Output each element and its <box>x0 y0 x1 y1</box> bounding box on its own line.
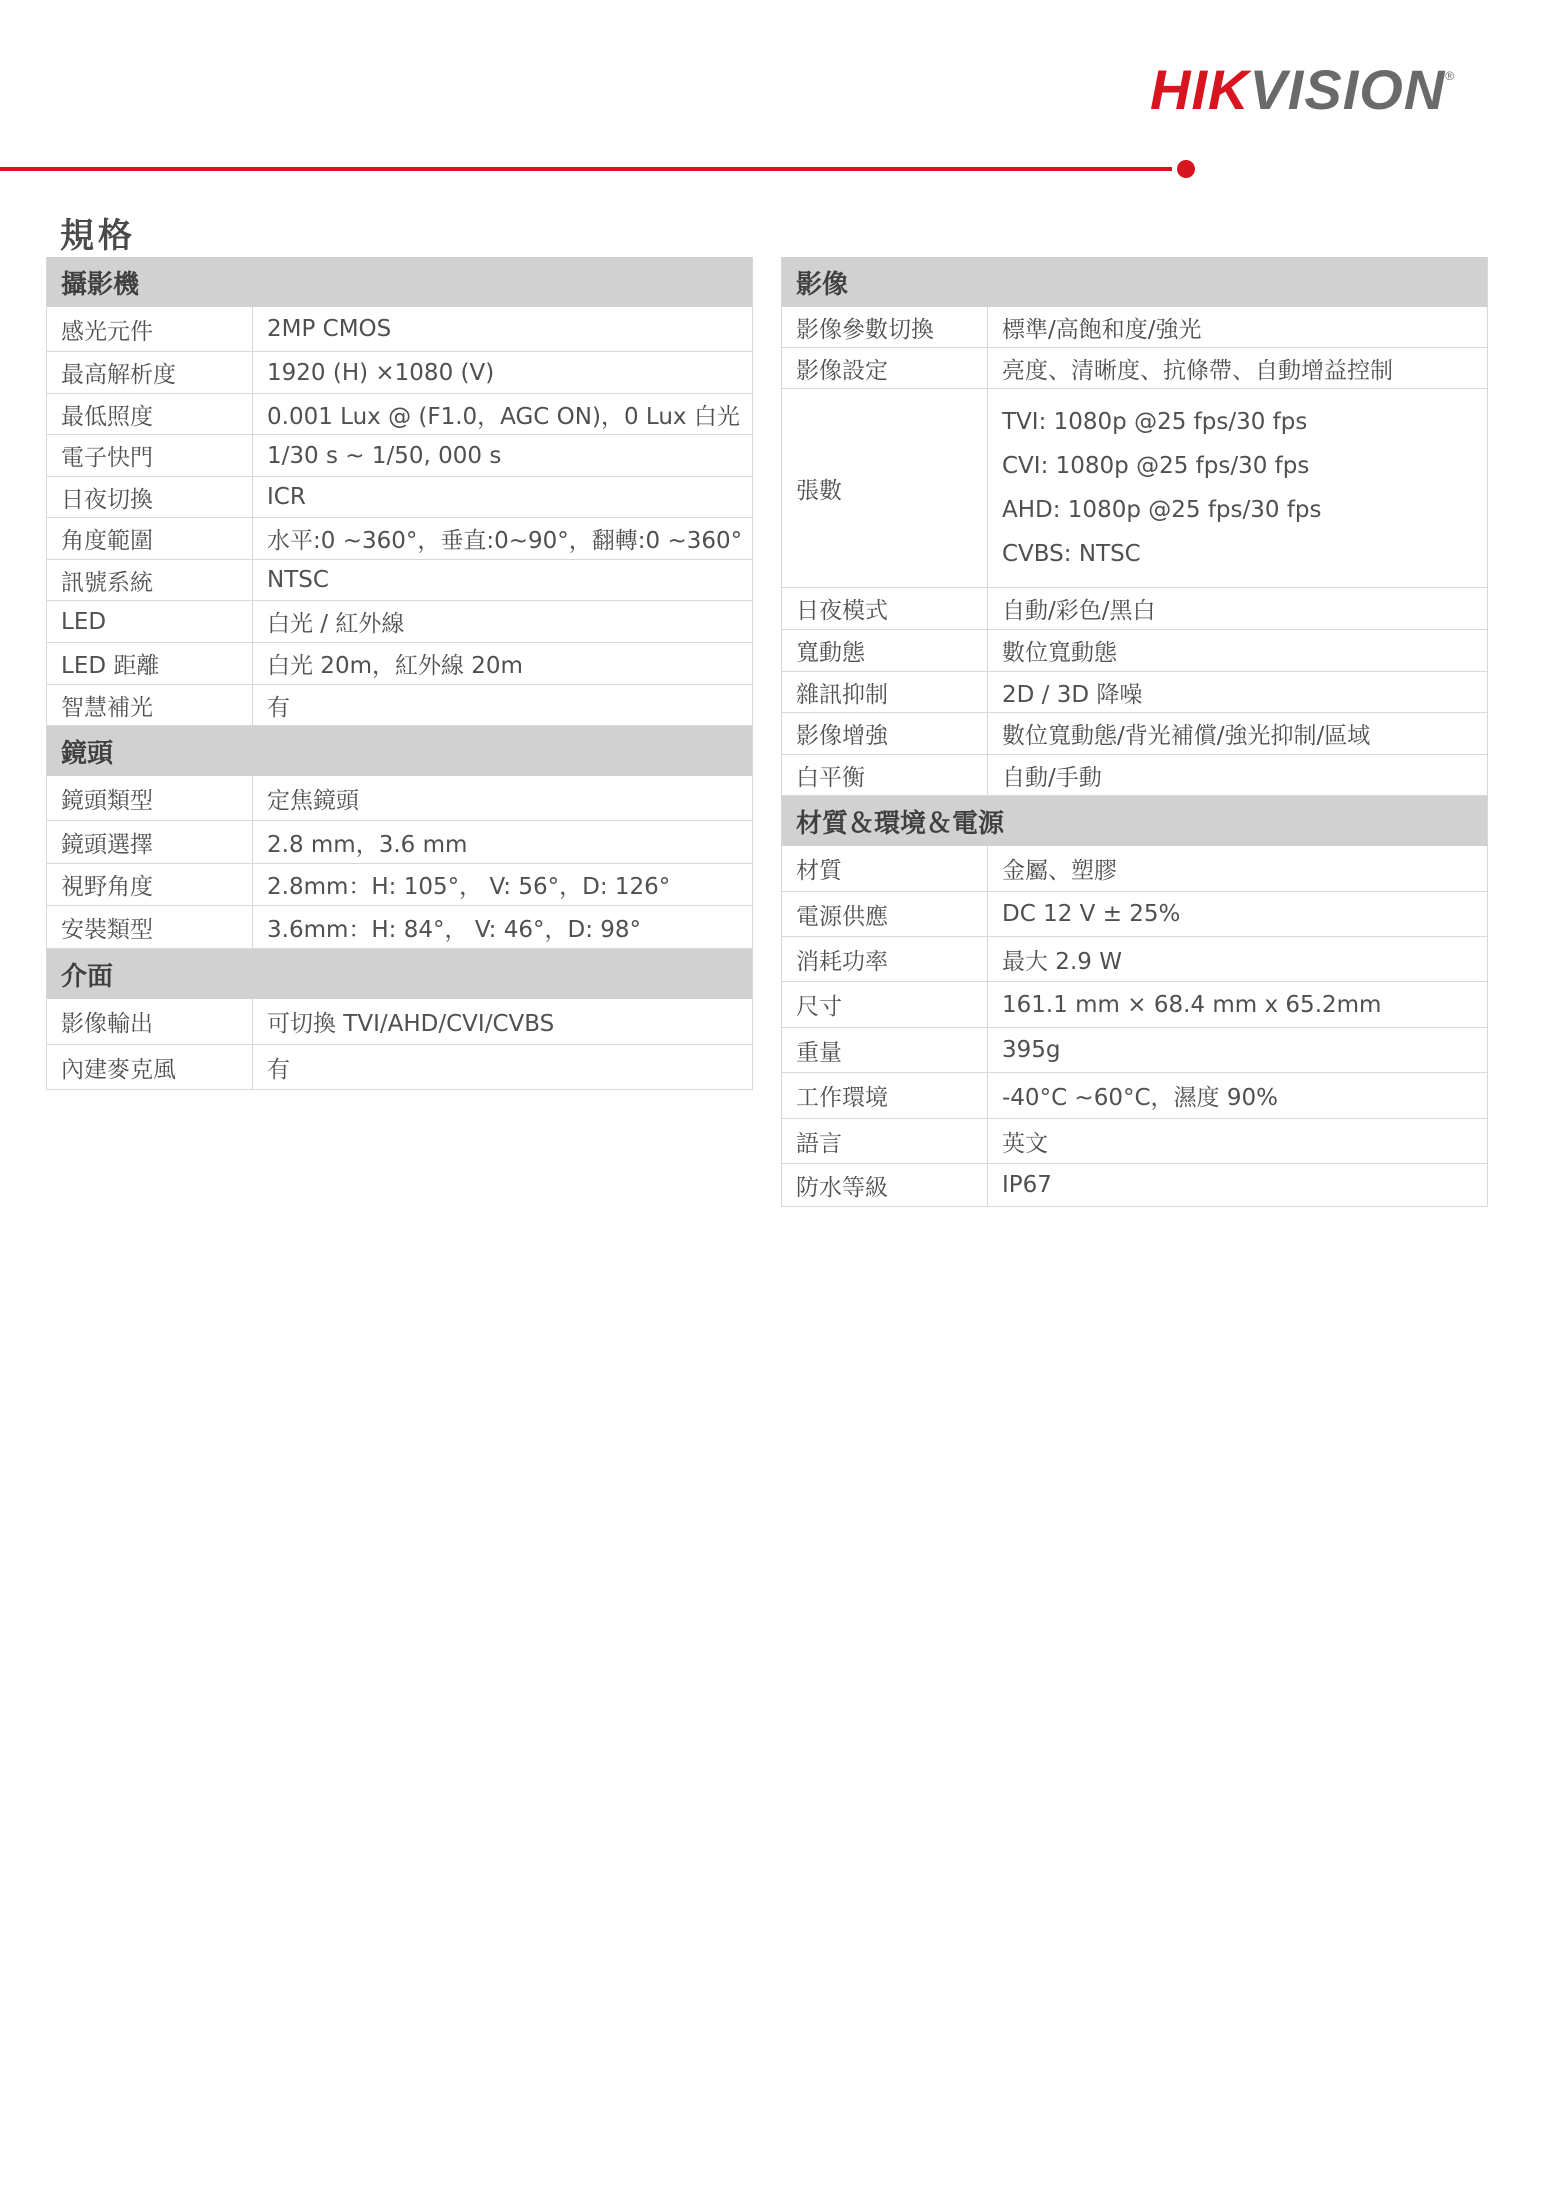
spec-label: 角度範圍 <box>47 518 253 559</box>
spec-label: 內建麥克風 <box>47 1045 253 1089</box>
spec-label: 鏡頭選擇 <box>47 821 253 863</box>
spec-row <box>47 999 752 1045</box>
spec-row <box>782 1164 1487 1207</box>
spec-value-line: TVI: 1080p @25 fps/30 fps <box>1002 409 1308 435</box>
spec-row <box>47 906 752 949</box>
spec-label: 重量 <box>782 1028 988 1072</box>
registered-mark: ® <box>1445 69 1456 83</box>
spec-row <box>782 389 1487 588</box>
spec-value: 可切換 TVI/AHD/CVI/CVBS <box>267 1011 555 1037</box>
spec-value: 395g <box>1002 1037 1061 1063</box>
spec-value: 白光 20m，紅外線 20m <box>267 653 523 679</box>
section-header: 材質＆環境＆電源 <box>782 796 1487 846</box>
spec-label: 尺寸 <box>782 982 988 1027</box>
spec-row <box>47 821 752 864</box>
spec-label: 日夜切換 <box>47 477 253 517</box>
spec-label: LED <box>47 601 253 642</box>
section-header: 鏡頭 <box>47 726 752 776</box>
spec-row <box>47 643 752 685</box>
spec-column-right <box>781 257 1488 1207</box>
spec-row <box>47 518 752 560</box>
spec-label: 張數 <box>782 389 988 587</box>
section-header: 影像 <box>782 257 1487 307</box>
spec-row <box>47 394 752 435</box>
spec-row <box>47 601 752 643</box>
spec-value: DC 12 V ± 25% <box>1002 901 1181 927</box>
section-header: 攝影機 <box>47 257 752 307</box>
spec-label: 白平衡 <box>782 755 988 795</box>
spec-label: LED 距離 <box>47 643 253 684</box>
spec-value <box>988 389 1487 587</box>
page-title: 規格 <box>60 216 136 256</box>
spec-row <box>782 982 1487 1028</box>
spec-row <box>47 864 752 906</box>
spec-value-line: CVI: 1080p @25 fps/30 fps <box>1002 453 1310 479</box>
spec-label: 電源供應 <box>782 892 988 936</box>
logo-hik-text: HIK <box>1150 58 1250 121</box>
spec-row <box>47 776 752 821</box>
spec-row <box>47 560 752 601</box>
spec-value: 亮度、清晰度、抗條帶、自動增益控制 <box>1002 357 1393 384</box>
spec-row <box>782 672 1487 713</box>
spec-label: 鏡頭類型 <box>47 776 253 820</box>
spec-row <box>782 1073 1487 1119</box>
spec-value: 數位寬動態 <box>1002 640 1117 666</box>
spec-value: 1920 (H) ×1080 (V) <box>267 359 495 386</box>
spec-row <box>782 937 1487 982</box>
spec-row <box>47 1045 752 1090</box>
spec-label: 視野角度 <box>47 864 253 905</box>
spec-value: 有 <box>267 694 290 721</box>
spec-row <box>47 685 752 726</box>
spec-value: 2.8 mm，3.6 mm <box>267 831 468 858</box>
spec-label: 日夜模式 <box>782 588 988 629</box>
spec-label: 訊號系統 <box>47 560 253 600</box>
spec-value: IP67 <box>1002 1172 1052 1198</box>
spec-value: 數位寬動態/背光補償/強光抑制/區域 <box>1002 723 1371 749</box>
hikvision-logo <box>1150 58 1456 121</box>
spec-row <box>782 307 1487 348</box>
spec-row <box>782 846 1487 892</box>
spec-value: 水平:0 ~360°，垂直:0~90°，翻轉:0 ~360° <box>267 528 743 554</box>
spec-label: 工作環境 <box>782 1073 988 1118</box>
spec-label: 消耗功率 <box>782 937 988 981</box>
spec-row <box>782 713 1487 755</box>
spec-label: 最低照度 <box>47 394 253 434</box>
spec-label: 安裝類型 <box>47 906 253 948</box>
spec-label: 防水等級 <box>782 1164 988 1206</box>
spec-value: 0.001 Lux @ (F1.0，AGC ON)，0 Lux 白光 <box>267 403 740 430</box>
spec-value: 自動/彩色/黑白 <box>1002 598 1156 624</box>
spec-label: 語言 <box>782 1119 988 1163</box>
spec-value: 2.8mm：H: 105°， V: 56°，D: 126° <box>267 874 671 900</box>
spec-label: 智慧補光 <box>47 685 253 725</box>
spec-label: 材質 <box>782 846 988 891</box>
spec-value: -40°C ~60°C，濕度 90% <box>1002 1085 1278 1111</box>
spec-label: 感光元件 <box>47 307 253 351</box>
spec-row <box>782 755 1487 796</box>
red-divider-dot <box>1177 160 1195 178</box>
spec-row <box>782 348 1487 389</box>
spec-value: 金屬、塑膠 <box>1002 858 1117 884</box>
spec-value: 標準/高飽和度/強光 <box>1002 316 1202 343</box>
spec-row <box>782 588 1487 630</box>
spec-value: ICR <box>267 484 306 510</box>
spec-column-left <box>46 257 753 1090</box>
spec-value: 2D / 3D 降噪 <box>1002 681 1143 708</box>
spec-value: 有 <box>267 1056 290 1083</box>
spec-value: 定焦鏡頭 <box>267 787 359 814</box>
spec-value: 2MP CMOS <box>267 316 392 342</box>
spec-row <box>782 1119 1487 1164</box>
spec-value: 3.6mm：H: 84°， V: 46°，D: 98° <box>267 916 642 943</box>
spec-row <box>782 892 1487 937</box>
spec-row <box>47 477 752 518</box>
spec-value: 最大 2.9 W <box>1002 948 1122 975</box>
spec-label: 最高解析度 <box>47 352 253 393</box>
spec-value: 自動/手動 <box>1002 764 1102 791</box>
spec-value-line: AHD: 1080p @25 fps/30 fps <box>1002 497 1322 523</box>
spec-row <box>782 1028 1487 1073</box>
section-header: 介面 <box>47 949 752 999</box>
spec-label: 影像輸出 <box>47 999 253 1044</box>
spec-label: 電子快門 <box>47 435 253 476</box>
spec-row <box>782 630 1487 672</box>
spec-value: NTSC <box>267 567 329 593</box>
spec-label: 影像增強 <box>782 713 988 754</box>
spec-value-line: CVBS: NTSC <box>1002 541 1141 567</box>
spec-value: 1/30 s ~ 1/50, 000 s <box>267 442 502 469</box>
spec-label: 影像設定 <box>782 348 988 388</box>
spec-label: 雜訊抑制 <box>782 672 988 712</box>
spec-row <box>47 352 752 394</box>
spec-value: 英文 <box>1002 1130 1048 1157</box>
spec-value: 白光 / 紅外線 <box>267 611 405 637</box>
red-divider-line <box>0 167 1172 171</box>
logo-vision-text: VISION <box>1249 58 1446 121</box>
spec-row <box>47 307 752 352</box>
spec-row <box>47 435 752 477</box>
spec-label: 影像參數切換 <box>782 307 988 347</box>
spec-value: 161.1 mm × 68.4 mm x 65.2mm <box>1002 991 1382 1018</box>
spec-label: 寬動態 <box>782 630 988 671</box>
